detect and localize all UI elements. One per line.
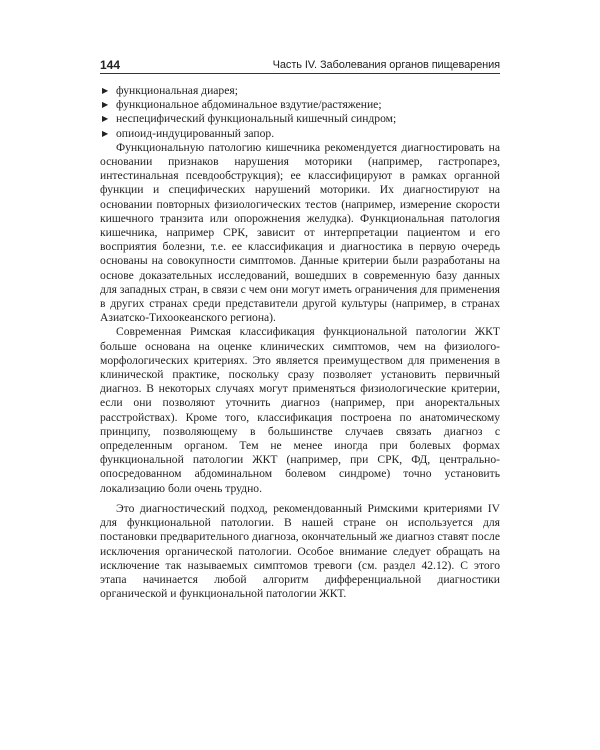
list-item-text: неспецифический функциональный кишечный синдром;	[116, 112, 397, 126]
list-item	[100, 127, 500, 141]
paragraph: Современная Римская классификация функциональной патологии ЖКТ больше основана на оценке клинических симптомов, чем на физиолого-морфологических критериях. Это является преимуществом для применения в клинической практике, поскольку сразу позволяет установить первичный диагноз. В некоторых случаях могут применяться физиологические критерии, если они позволяют уточнить диагноз (например, при аноректальных расстройствах). Кроме того, классификация построена по анатомическому принципу, позволяющему в большинстве случаев связать диагноз с определенным органом. Тем не менее иногда при болевых формах функциональной патологии ЖКТ (например, при СРК, ФД, центрально-опосредованном абдоминальном болевом синдроме) точно установить локализацию боли очень трудно.	[100, 325, 500, 495]
list-item-text: функциональное абдоминальное вздутие/растяжение;	[116, 98, 382, 112]
list-item-text: опиоид-индуцированный запор.	[116, 126, 275, 140]
paragraph: Это диагностический подход, рекомендованный Римскими критериями IV для функциональной патологии. В нашей стране он используется для постановки предварительного диагноза, окончательный же диагноз ставят после исключения органической патологии. Особое внимание следует обращать на исключение так называемых симптомов тревоги (см. раздел 42.12). С этого этапа начинается любой алгоритм дифференциальной диагностики органической и функциональной патологии ЖКТ.	[100, 501, 500, 601]
triangle-bullet-icon: ▶	[102, 86, 109, 95]
bullet-list	[100, 84, 500, 141]
list-item	[100, 84, 500, 98]
triangle-bullet-icon: ▶	[102, 128, 109, 138]
triangle-bullet-icon: ▶	[102, 114, 109, 124]
body-text	[100, 84, 500, 601]
running-head	[100, 58, 500, 74]
list-item	[100, 112, 500, 126]
header-divider	[100, 73, 500, 74]
list-item-text: функциональная диарея;	[116, 84, 238, 97]
section-title: Часть IV. Заболевания органов пищеварения	[272, 59, 500, 71]
triangle-bullet-icon: ▶	[102, 100, 109, 110]
page-number: 144	[100, 58, 121, 72]
paragraph: Функциональную патологию кишечника рекомендуется диагностировать на основании признаков нарушения моторики (например, гастропарез, интестинальная псевдообструкция); ее классифицируют в рамках органной функции и специфических нарушений моторики. Их диагностируют на основании повторных физиологических тестов (например, измерение скорости кишечного транзита или опорожнения желудка). Функциональная патология кишечника, например СРК, зависит от интерпретации пациентом и его восприятия болезни, т.е. ее классификация и диагностика в первую очередь основаны на совокупности симптомов. Данные критерии были разработаны на основе доказательных исследований, вошедших в современную базу данных для западных стран, в связи с чем они могут иметь ограничения для применения в других странах среди представители другой культуры (например, в странах Азиатско-Тихоокеанского региона).	[100, 140, 500, 325]
list-item	[100, 98, 500, 112]
